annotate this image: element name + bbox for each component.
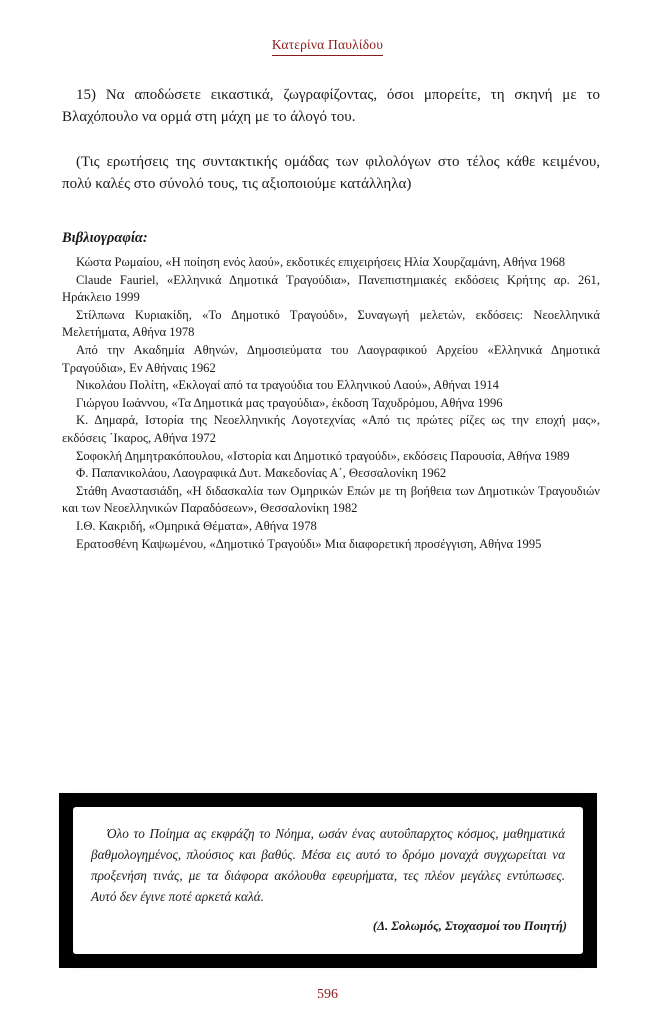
quote-source: (Δ. Σολωμός, Στοχασμοί του Ποιητή) <box>372 919 567 933</box>
bibliography-entry: Στάθη Αναστασιάδη, «Η διδασκαλία των Ομηρικών Επών με τη βοήθεια των Δημοτικών Τραγουδιών και των Νεοελληνικών Παραδόσεων», Θεσσαλονίκη 1982 <box>62 483 600 516</box>
bibliography-entry: Ερατοσθένη Καψωμένου, «Δημοτικό Τραγούδι» Μια διαφορετική προσέγγιση, Αθήνα 1995 <box>76 536 542 551</box>
author-name: Κατερίνα Παυλίδου <box>272 37 383 56</box>
bibliography-entry: Γιώργου Ιωάννου, «Τα Δημοτικά μας τραγούδια», έκδοση Ταχυδρόμου, Αθήνα 1996 <box>76 395 503 410</box>
bibliography-title: Βιβλιογραφία: <box>62 230 148 246</box>
quote-box <box>59 793 597 968</box>
bibliography-entry: Claude Fauriel, «Ελληνικά Δημοτικά Τραγούδια», Πανεπιστημιακές εκδόσεις Κρήτης αρ. 261, Ηράκλειο 1999 <box>62 272 600 305</box>
question-15: 15) Να αποδώσετε εικαστικά, ζωγραφίζοντας, όσοι μπορείτε, τη σκηνή με το Βλαχόπουλο να ορμά στη μάχη με το άλογό του. <box>62 87 600 125</box>
bibliography-entry: Νικολάου Πολίτη, «Εκλογαί από τα τραγούδια του Ελληνικού Λαού», Αθήναι 1914 <box>76 378 499 393</box>
bibliography-entry: Στίλπωνα Κυριακίδη, «Το Δημοτικό Τραγούδι», Συναγωγή μελετών, εκδόσεις: Νεοελληνικά Μελετήματα, Αθήνα 1978 <box>62 307 600 340</box>
bibliography-list <box>62 254 600 553</box>
bibliography-entry: Κώστα Ρωμαίου, «Η ποίηση ενός λαού», εκδοτικές επιχειρήσεις Ηλία Χουρζαμάνη, Αθήνα 1968 <box>76 255 566 269</box>
running-header <box>0 36 655 56</box>
bibliography-entry: Φ. Παπανικολάου, Λαογραφικά Δυτ. Μακεδονίας Α΄, Θεσσαλονίκη 1962 <box>76 466 447 481</box>
bibliography-entry: Κ. Δημαρά, Ιστορία της Νεοελληνικής Λογοτεχνίας «Από τις πρώτες ρίζες ως την εποχή μας», εκδόσεις ΄Ικαρος, Αθήνα 1972 <box>62 413 600 445</box>
page-number: 596 <box>317 987 338 1002</box>
quote-text: Όλο το Ποίημα ας εκφράζη το Νόημα, ωσάν ένας αυτοΰπαρχτος κόσμος, μαθηματικά βαθμολογημένος, πλούσιος και βαθύς. Μέσα εις αυτό το δρόμο μοναχά συγχωρείται να προξενήση τινάς, με τα διάφορα ακόλουθα εφευρήματα, τες πλέον μεγάλες εντύπωσες. Αυτό δεν έγινε ποτέ αρκετά καλά. <box>91 826 565 904</box>
bibliography-entry: Σοφοκλή Δημητρακόπουλου, «Ιστορία και Δημοτικό τραγούδι», εκδόσεις Παρουσία, Αθήνα 1989 <box>76 448 570 463</box>
quote-panel <box>73 807 583 954</box>
bibliography-entry: Ι.Θ. Κακριδή, «Ομηρικά Θέματα», Αθήνα 1978 <box>76 518 317 533</box>
bibliography-entry: Από την Ακαδημία Αθηνών, Δημοσιεύματα του Λαογραφικού Αρχείου «Ελληνικά Δημοτικά Τραγούδια», Εν Αθήναις 1962 <box>62 342 600 375</box>
editorial-note: (Τις ερωτήσεις της συντακτικής ομάδας των φιλολόγων στο τέλος κάθε κειμένου, πολύ καλές στο σύνολό τους, τις αξιοποιούμε κατάλληλα) <box>62 154 600 192</box>
